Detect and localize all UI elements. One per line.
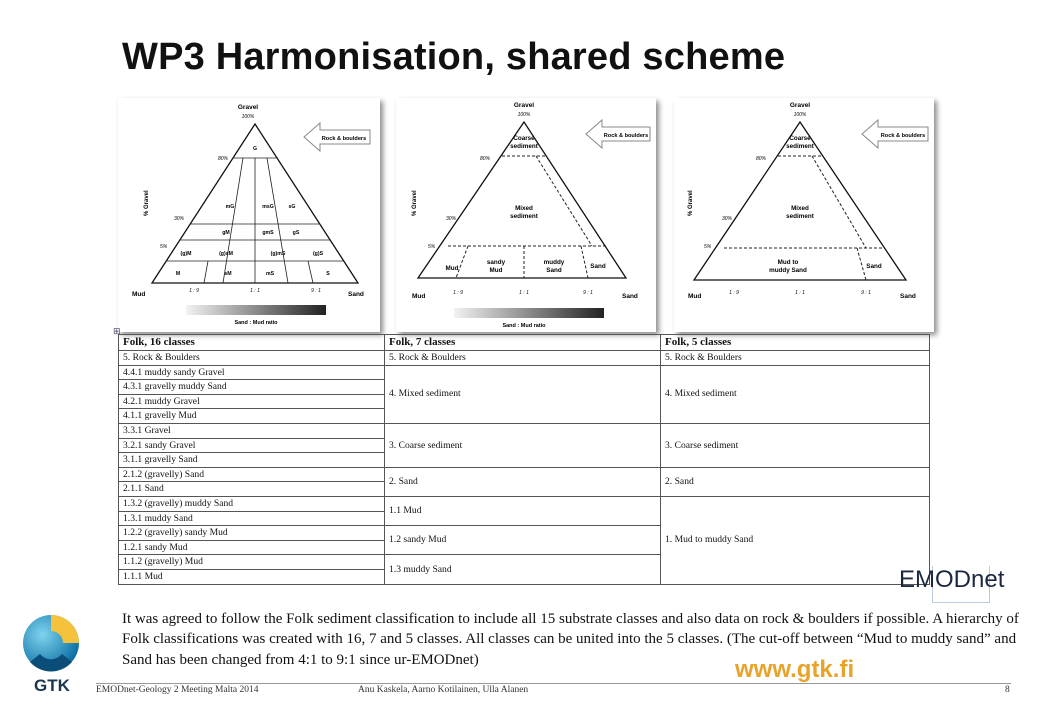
cell-16: 4.1.1 gravelly Mud bbox=[119, 409, 385, 424]
svg-text:Sand: Sand bbox=[900, 293, 916, 300]
svg-text:Gravel: Gravel bbox=[789, 102, 811, 109]
folk-5-triangle-diagram bbox=[674, 98, 934, 332]
folk-classes-table bbox=[118, 334, 930, 598]
cell-5: 4. Mixed sediment bbox=[661, 365, 930, 423]
svg-text:30%: 30% bbox=[174, 216, 185, 222]
svg-text:1 : 9: 1 : 9 bbox=[729, 290, 739, 296]
svg-text:G: G bbox=[252, 146, 258, 152]
cell-5: 1. Mud to muddy Sand bbox=[661, 496, 930, 584]
cell-5: 2. Sand bbox=[661, 467, 930, 496]
cell-16: 3.2.1 sandy Gravel bbox=[119, 438, 385, 453]
svg-text:(g)M: (g)M bbox=[180, 251, 192, 257]
folk-16-triangle-diagram bbox=[118, 98, 380, 332]
svg-text:sediment: sediment bbox=[510, 213, 538, 220]
svg-text:% Gravel: % Gravel bbox=[144, 190, 150, 216]
cell-16: 1.1.2 (gravelly) Mud bbox=[119, 555, 385, 570]
svg-text:100%: 100% bbox=[793, 112, 807, 118]
svg-text:sG: sG bbox=[288, 204, 296, 210]
svg-text:gmS: gmS bbox=[262, 230, 274, 236]
svg-text:Rock & boulders: Rock & boulders bbox=[603, 133, 649, 139]
cell-16: 4.4.1 muddy sandy Gravel bbox=[119, 365, 385, 380]
svg-text:9 : 1: 9 : 1 bbox=[861, 290, 871, 296]
svg-text:Sand: Sand bbox=[348, 291, 364, 298]
gtk-logo bbox=[18, 612, 86, 698]
svg-text:Sand: Sand bbox=[622, 293, 638, 300]
cell-16: 1.3.2 (gravelly) muddy Sand bbox=[119, 496, 385, 511]
cell-7: 4. Mixed sediment bbox=[385, 365, 661, 423]
svg-text:(g)S: (g)S bbox=[312, 251, 324, 257]
slide-caption: It was agreed to follow the Folk sediment classification to include all 15 substrate classes and also data on rock & boulders if possible. A hierarchy of Folk classifications was created with 16, 7 and 5 classes. All classes can be united into the 5 classes. (The cut-off between “Mud to muddy sand” and Sand has been changed from 4:1 to 9:1 since ur-EMODnet) bbox=[122, 611, 1019, 668]
table-header-row bbox=[119, 335, 930, 351]
cell-7: 3. Coarse sediment bbox=[385, 423, 661, 467]
svg-text:1 : 9: 1 : 9 bbox=[189, 288, 199, 294]
svg-text:% Gravel: % Gravel bbox=[412, 190, 418, 216]
svg-text:Sand : Mud ratio: Sand : Mud ratio bbox=[234, 320, 278, 326]
svg-text:Mud: Mud bbox=[688, 293, 702, 300]
header-folk-5: Folk, 5 classes bbox=[661, 335, 930, 351]
svg-text:sM: sM bbox=[224, 271, 232, 277]
folk-7-triangle-diagram bbox=[396, 98, 656, 332]
cell-5: 5. Rock & Boulders bbox=[661, 351, 930, 366]
svg-text:GTK: GTK bbox=[34, 676, 70, 695]
table-row bbox=[119, 423, 930, 438]
svg-text:Mixed: Mixed bbox=[791, 205, 809, 212]
cell-16: 5. Rock & Boulders bbox=[119, 351, 385, 366]
svg-text:Mixed: Mixed bbox=[515, 205, 533, 212]
table-row bbox=[119, 467, 930, 482]
svg-text:Mud: Mud bbox=[132, 291, 146, 298]
svg-text:gM: gM bbox=[222, 230, 230, 236]
svg-text:1 : 1: 1 : 1 bbox=[795, 290, 805, 296]
cell-16: 3.3.1 Gravel bbox=[119, 423, 385, 438]
svg-text:mG: mG bbox=[225, 204, 235, 210]
svg-text:Gravel: Gravel bbox=[513, 102, 535, 109]
cell-16: 3.1.1 gravelly Sand bbox=[119, 453, 385, 468]
table-row bbox=[119, 365, 930, 380]
footer-divider bbox=[96, 683, 1011, 684]
cell-16: 4.3.1 gravelly muddy Sand bbox=[119, 380, 385, 395]
website-url-fragment: www.gtk.fi bbox=[735, 656, 855, 683]
svg-text:Coarse: Coarse bbox=[789, 135, 811, 142]
cell-16: 1.1.1 Mud bbox=[119, 569, 385, 584]
footer-event: EMODnet-Geology 2 Meeting Malta 2014 bbox=[96, 685, 259, 695]
svg-text:Mud: Mud bbox=[489, 267, 503, 274]
svg-text:9 : 1: 9 : 1 bbox=[583, 290, 593, 296]
svg-text:% Gravel: % Gravel bbox=[688, 190, 694, 216]
svg-text:sandy: sandy bbox=[486, 259, 506, 266]
svg-text:S: S bbox=[326, 271, 330, 277]
svg-text:sediment: sediment bbox=[786, 143, 814, 150]
svg-text:9 : 1: 9 : 1 bbox=[311, 288, 321, 294]
slide-title: WP3 Harmonisation, shared scheme bbox=[122, 36, 786, 78]
table-row bbox=[119, 351, 930, 366]
svg-text:Rock & boulders: Rock & boulders bbox=[880, 133, 926, 139]
svg-text:5%: 5% bbox=[160, 244, 168, 250]
cell-16: 1.2.1 sandy Mud bbox=[119, 540, 385, 555]
cell-7: 5. Rock & Boulders bbox=[385, 351, 661, 366]
table-row bbox=[119, 496, 930, 511]
svg-text:Mud to: Mud to bbox=[777, 259, 799, 266]
header-folk-7: Folk, 7 classes bbox=[385, 335, 661, 351]
svg-text:80%: 80% bbox=[480, 156, 491, 162]
cell-7: 1.2 sandy Mud bbox=[385, 526, 661, 555]
cell-7: 1.1 Mud bbox=[385, 496, 661, 525]
table-move-handle-icon[interactable]: ⊞ bbox=[113, 326, 121, 336]
page-number: 8 bbox=[1005, 685, 1010, 695]
svg-text:Sand : Mud ratio: Sand : Mud ratio bbox=[502, 323, 546, 329]
svg-text:(g)mS: (g)mS bbox=[270, 251, 286, 257]
svg-text:Sand: Sand bbox=[546, 267, 562, 274]
cell-16: 2.1.2 (gravelly) Sand bbox=[119, 467, 385, 482]
svg-text:Mud: Mud bbox=[445, 265, 459, 272]
svg-text:Mud: Mud bbox=[412, 293, 426, 300]
svg-text:sediment: sediment bbox=[510, 143, 538, 150]
svg-text:mS: mS bbox=[265, 271, 275, 277]
svg-text:sediment: sediment bbox=[786, 213, 814, 220]
cell-16: 1.3.1 muddy Sand bbox=[119, 511, 385, 526]
svg-text:msG: msG bbox=[262, 204, 274, 210]
svg-text:100%: 100% bbox=[517, 112, 531, 118]
svg-text:Rock & boulders: Rock & boulders bbox=[321, 136, 367, 142]
cell-16: 4.2.1 muddy Gravel bbox=[119, 394, 385, 409]
cell-16: 1.2.2 (gravelly) sandy Mud bbox=[119, 526, 385, 541]
svg-text:1 : 1: 1 : 1 bbox=[250, 288, 260, 294]
svg-text:Coarse: Coarse bbox=[513, 135, 535, 142]
cell-16: 2.1.1 Sand bbox=[119, 482, 385, 497]
svg-text:1 : 1: 1 : 1 bbox=[519, 290, 529, 296]
header-folk-16: Folk, 16 classes bbox=[119, 335, 385, 351]
svg-text:M: M bbox=[175, 271, 181, 277]
svg-text:5%: 5% bbox=[704, 244, 712, 250]
svg-text:30%: 30% bbox=[722, 216, 733, 222]
svg-text:5%: 5% bbox=[428, 244, 436, 250]
svg-text:Gravel: Gravel bbox=[237, 104, 259, 111]
cell-7: 2. Sand bbox=[385, 467, 661, 496]
svg-text:muddy Sand: muddy Sand bbox=[769, 267, 807, 274]
svg-text:100%: 100% bbox=[241, 114, 255, 120]
svg-text:Sand: Sand bbox=[866, 263, 882, 270]
svg-text:(g)sM: (g)sM bbox=[219, 251, 233, 257]
footer-authors: Anu Kaskela, Aarno Kotilainen, Ulla Alanen bbox=[358, 685, 529, 695]
svg-text:1 : 9: 1 : 9 bbox=[453, 290, 463, 296]
emodnet-logo-fragment: EMODnet bbox=[932, 566, 990, 603]
svg-text:muddy: muddy bbox=[543, 259, 565, 266]
svg-text:80%: 80% bbox=[756, 156, 767, 162]
svg-text:gS: gS bbox=[292, 230, 300, 236]
svg-text:Sand: Sand bbox=[590, 263, 606, 270]
cell-7: 1.3 muddy Sand bbox=[385, 555, 661, 584]
svg-text:80%: 80% bbox=[218, 156, 229, 162]
svg-text:30%: 30% bbox=[446, 216, 457, 222]
cell-5: 3. Coarse sediment bbox=[661, 423, 930, 467]
